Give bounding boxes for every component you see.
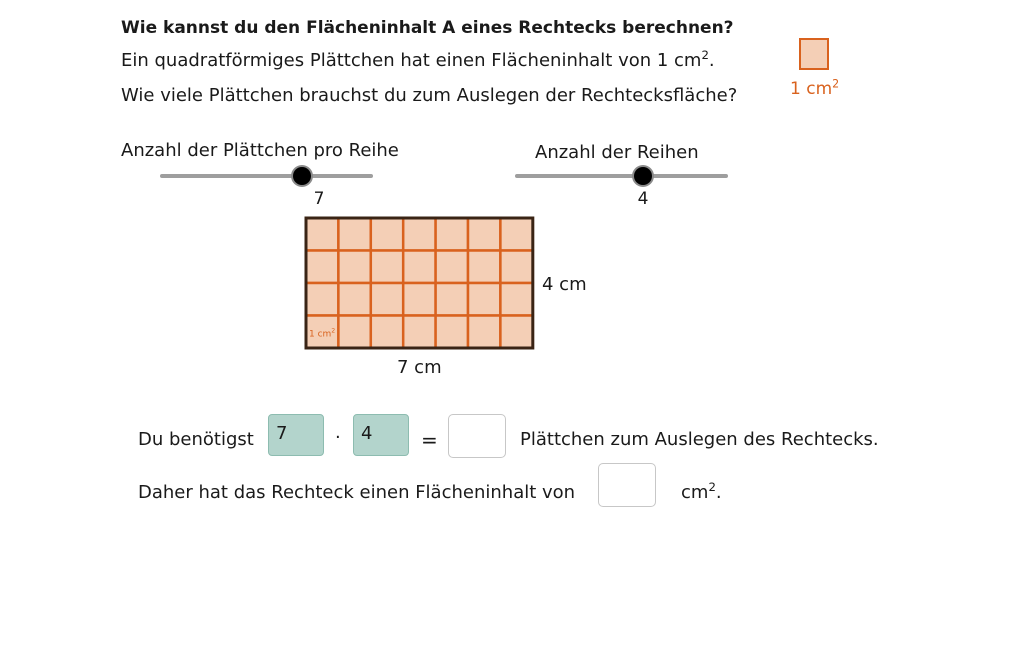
- tile-count-input[interactable]: [448, 414, 506, 458]
- tile: [500, 283, 532, 316]
- tile: [338, 218, 370, 251]
- task-line-1-superscript: 2: [701, 48, 709, 62]
- slider-tiles-per-row-track[interactable]: [160, 174, 373, 178]
- tile: [500, 218, 532, 251]
- tile-unit-label: 1 $cm^2$: [309, 327, 336, 340]
- factor-b-input[interactable]: 4: [353, 414, 409, 456]
- slider-rows-label: Anzahl der Reihen: [535, 142, 699, 163]
- tile: [306, 283, 338, 316]
- tile: [306, 218, 338, 251]
- task-title: Wie kannst du den Flächeninhalt A eines Rechtecks berechnen?: [121, 18, 734, 38]
- tile: [371, 316, 403, 349]
- slider-tiles-per-row-handle[interactable]: [293, 167, 311, 185]
- area-input[interactable]: [598, 463, 656, 507]
- area-unit: [681, 482, 722, 503]
- legend-label-text: 1 cm: [790, 79, 833, 99]
- legend-tile-icon: [799, 38, 829, 70]
- tile: [436, 316, 468, 349]
- tile: [403, 283, 435, 316]
- slider-rows-track[interactable]: [515, 174, 728, 178]
- legend-label-superscript: 2: [832, 77, 840, 91]
- area-unit-text: cm: [681, 482, 709, 503]
- tile: [403, 218, 435, 251]
- tile: [338, 316, 370, 349]
- slider-tiles-per-row-value: 7: [313, 189, 325, 209]
- tile-unit-label-superscript: 2: [331, 327, 336, 335]
- equation-suffix: Plättchen zum Auslegen des Rechtecks.: [520, 429, 879, 450]
- tile: [500, 251, 532, 284]
- tile: [371, 218, 403, 251]
- tile: [403, 251, 435, 284]
- multiply-dot: ·: [335, 427, 341, 448]
- tile: [436, 283, 468, 316]
- rectangle-height-label: 4 cm: [542, 274, 587, 295]
- area-unit-superscript: 2: [708, 480, 716, 494]
- equation-prefix: Du benötigst: [138, 429, 254, 450]
- rectangle-width-label: 7 cm: [397, 357, 442, 378]
- task-line-1-text: Ein quadratförmiges Plättchen hat einen Flächeninhalt von 1 cm: [121, 50, 702, 71]
- slider-rows-handle[interactable]: [634, 167, 652, 185]
- task-line-1: [121, 50, 715, 71]
- tile: [371, 283, 403, 316]
- slider-tiles-per-row-label: Anzahl der Plättchen pro Reihe: [121, 140, 399, 161]
- tile: [436, 251, 468, 284]
- tile: [468, 283, 500, 316]
- tile: [403, 316, 435, 349]
- factor-a-input[interactable]: 7: [268, 414, 324, 456]
- tile: [436, 218, 468, 251]
- tile: [500, 316, 532, 349]
- tile: [371, 251, 403, 284]
- slider-rows-value: 4: [637, 189, 649, 209]
- task-line-2: Wie viele Plättchen brauchst du zum Auslegen der Rechtecksfläche?: [121, 85, 738, 106]
- task-line-1-end: .: [708, 50, 715, 71]
- tile-rectangle: [300, 210, 540, 355]
- legend-label: [790, 79, 839, 99]
- tile: [338, 251, 370, 284]
- area-sentence: Daher hat das Rechteck einen Flächeninhalt von: [138, 482, 576, 503]
- area-unit-end: .: [715, 482, 722, 503]
- tile: [338, 283, 370, 316]
- tile: [468, 251, 500, 284]
- tile: [468, 316, 500, 349]
- tile: [468, 218, 500, 251]
- tile: [306, 251, 338, 284]
- equals-sign: =: [421, 428, 438, 452]
